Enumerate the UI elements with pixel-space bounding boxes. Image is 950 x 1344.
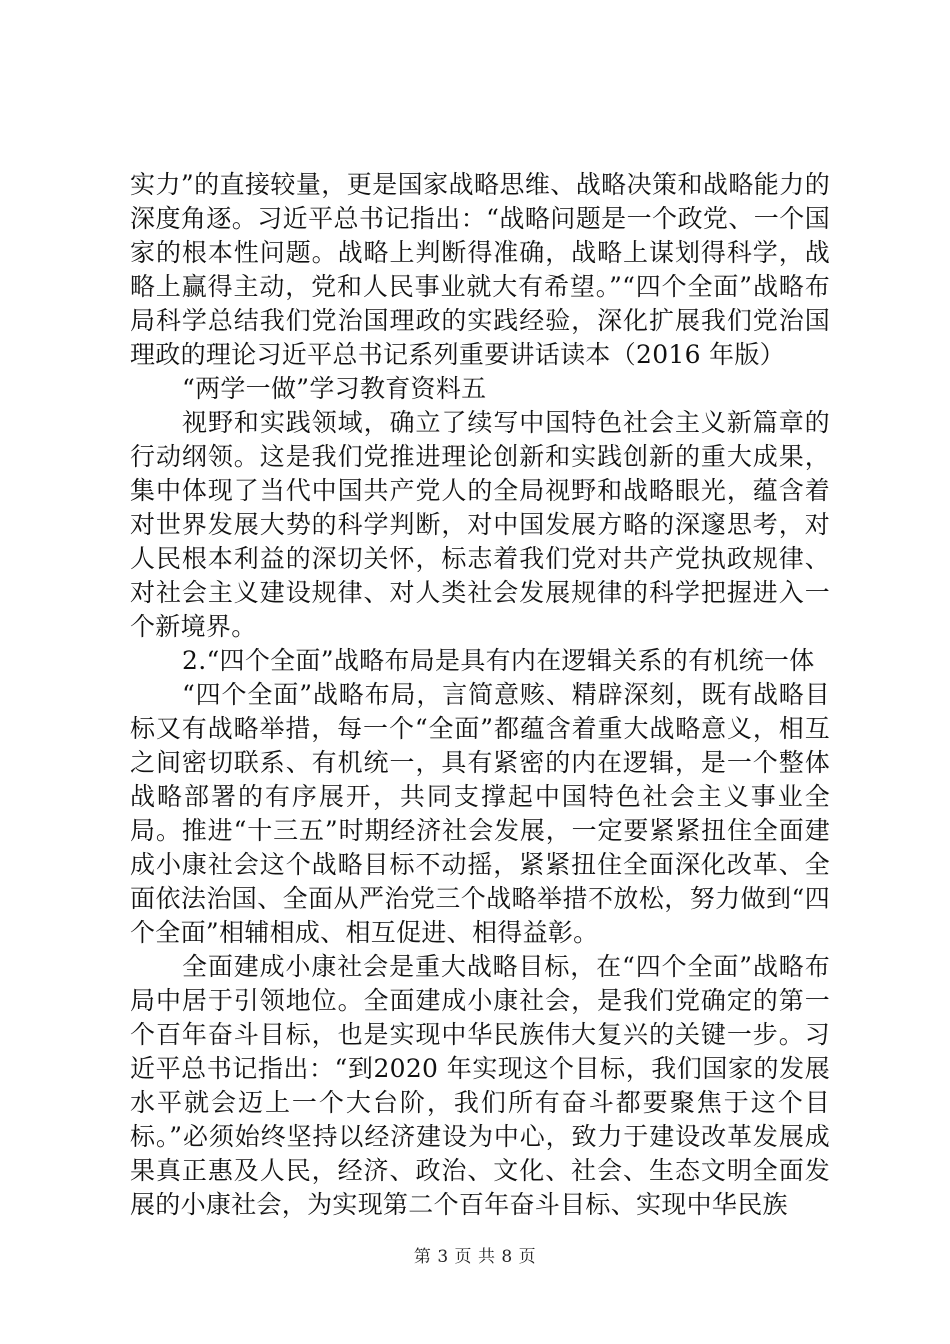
paragraph-2: 视野和实践领域，确立了续写中国特色社会主义新篇章的行动纲领。这是我们党推进理论创新和实践创新的重大成果，集中体现了当代中国共产党人的全局视野和战略眼光，蕴含着对世界发展大势的科学判断，对中国发展方略的深邃思考，对人民根本利益的深切关怀，标志着我们党对共产党执政规律、对社会主义建设规律、对人类社会发展规律的科学把握进入一个新境界。: [130, 408, 830, 641]
document-body: [130, 168, 830, 1222]
paragraph-1: 实力”的直接较量，更是国家战略思维、战略决策和战略能力的深度角逐。习近平总书记指出：“战略问题是一个政党、一个国家的根本性问题。战略上判断得准确，战略上谋划得科学，战略上赢得主动，党和人民事业就大有希望。”“四个全面”战略布局科学总结我们党治国理政的实践经验，深化扩展我们党治国理政的理论习近平总书记系列重要讲话读本（2016 年版）: [130, 170, 830, 369]
numbered-heading: 2.“四个全面”战略布局是具有内在逻辑关系的有机统一体: [182, 646, 815, 675]
paragraph-4: 全面建成小康社会是重大战略目标，在“四个全面”战略布局中居于引领地位。全面建成小康社会，是我们党确定的第一个百年奋斗目标，也是实现中华民族伟大复兴的关键一步。习近平总书记指出：“到2020 年实现这个目标，我们国家的发展水平就会迈上一个大台阶，我们所有奋斗都要聚焦于这个目标。”必须始终坚持以经济建设为中心，致力于建设改革发展成果真正惠及人民，经济、政治、文化、社会、生态文明全面发展的小康社会，为实现第二个百年奋斗目标、实现中华民族: [130, 952, 830, 1219]
page-footer: 第 3 页 共 8 页: [413, 1247, 537, 1267]
section-heading: “两学一做”学习教育资料五: [182, 374, 487, 403]
paragraph-3: “四个全面”战略布局，言简意赅、精辟深刻，既有战略目标又有战略举措，每一个“全面”都蕴含着重大战略意义，相互之间密切联系、有机统一，具有紧密的内在逻辑，是一个整体战略部署的有序展开，共同支撑起中国特色社会主义事业全局。推进“十三五”时期经济社会发展，一定要紧紧扭住全面建成小康社会这个战略目标不动摇，紧紧扭住全面深化改革、全面依法治国、全面从严治党三个战略举措不放松，努力做到“四个全面”相辅相成、相互促进、相得益彰。: [130, 680, 830, 947]
